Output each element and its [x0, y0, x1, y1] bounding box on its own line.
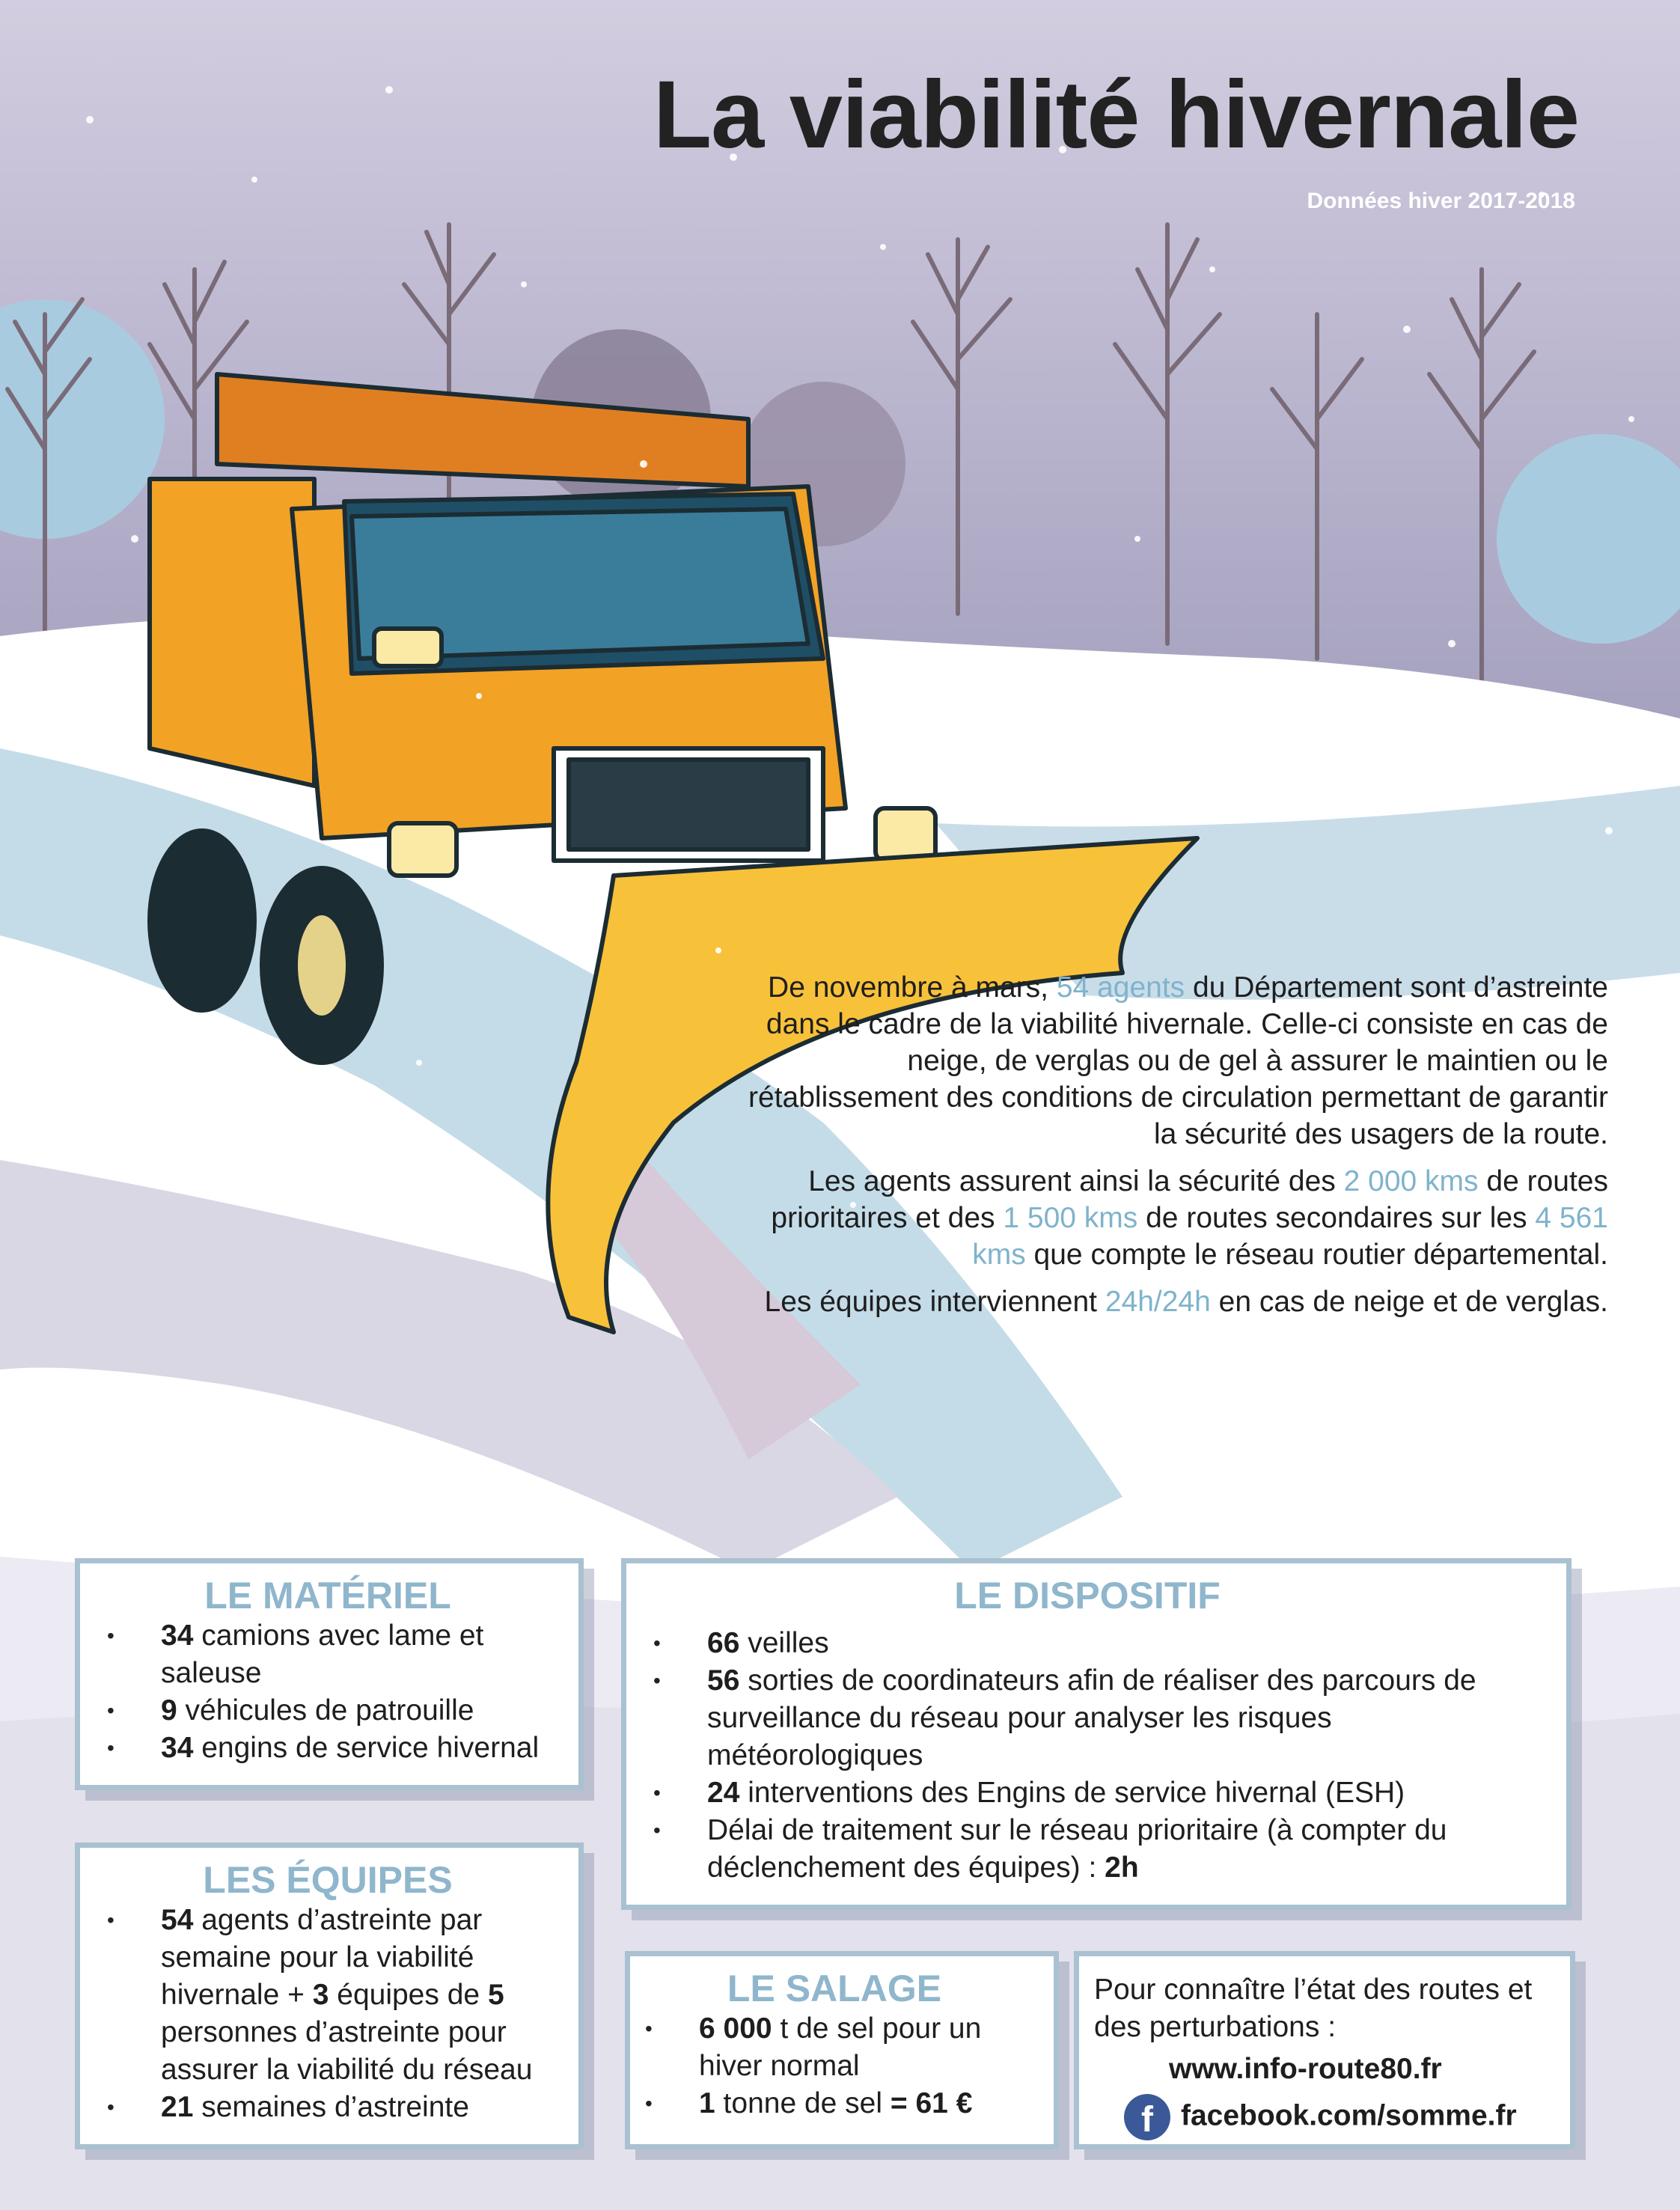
page-title: La viabilité hivernale [653, 61, 1579, 168]
item-number: 21 [161, 2091, 194, 2123]
item-number: 66 [707, 1627, 740, 1659]
intro-paragraph-1 [748, 969, 1608, 1153]
item-number: 56 [707, 1664, 740, 1697]
equipes-title: LES ÉQUIPES [203, 1859, 453, 1901]
item-text: équipes de [329, 1979, 488, 2011]
item-number: 54 [161, 1904, 194, 1936]
contact-text: Pour connaître l’état des routes et des perturbations : [1094, 1974, 1533, 2043]
list-item [92, 1692, 563, 1730]
item-text: véhicules de patrouille [177, 1694, 474, 1727]
intro-text-span: de routes prioritaires et des [771, 1165, 1608, 1234]
item-number: 5 [487, 1979, 504, 2011]
intro-paragraph-2 [748, 1163, 1608, 1273]
materiel-box [75, 1558, 584, 1790]
highlight-total-kms: 4 561 kms [972, 1202, 1608, 1271]
item-text: t de sel pour un hiver normal [699, 2012, 982, 2082]
salage-box [625, 1951, 1059, 2149]
website-link[interactable]: www.info-route80.fr [1169, 2053, 1442, 2085]
item-number: 9 [161, 1694, 177, 1727]
salage-list [630, 2010, 1039, 2122]
list-item [92, 1730, 563, 1767]
page-subtitle: Données hiver 2017-2018 [1307, 189, 1575, 213]
item-text: Délai de traitement sur le réseau prioritaire (à compter du déclenchement des équipes) : [707, 1814, 1447, 1884]
item-text: tonne de sel [715, 2087, 891, 2119]
item-number: 1 [699, 2087, 715, 2119]
item-text: interventions des Engins de service hivernal (ESH) [739, 1777, 1405, 1809]
intro-text-span: en cas de neige et de verglas. [1210, 1286, 1608, 1318]
list-item [638, 1812, 1536, 1887]
highlight-priority-kms: 2 000 kms [1343, 1165, 1479, 1197]
item-text: engins de service hivernal [193, 1732, 540, 1764]
intro-text [748, 969, 1608, 1331]
highlight-agents: 54 agents [1056, 971, 1185, 1004]
equipes-list [92, 1902, 563, 2126]
item-number: 6 000 [699, 2012, 772, 2045]
list-item [92, 1617, 563, 1692]
list-item [630, 2085, 1039, 2122]
facebook-link[interactable] [1124, 2094, 1555, 2140]
item-text: camions avec lame et saleuse [161, 1620, 484, 1689]
intro-text-span: de routes secondaires sur les [1137, 1202, 1536, 1234]
item-text: veilles [739, 1627, 829, 1659]
materiel-title: LE MATÉRIEL [204, 1575, 451, 1617]
item-text: sorties de coordinateurs afin de réaliser des parcours de surveillance du réseau pour analyser les risques météorologiques [707, 1664, 1476, 1771]
intro-text-span: De novembre à mars, [768, 971, 1057, 1004]
item-number: = 61 € [890, 2087, 973, 2119]
intro-text-span: Les équipes interviennent [764, 1286, 1105, 1318]
list-item [638, 1625, 1536, 1662]
intro-text-span: Les agents assurent ainsi la sécurité des [808, 1165, 1344, 1197]
dispositif-list [638, 1625, 1536, 1887]
salage-title: LE SALAGE [727, 1968, 942, 2009]
facebook-label: facebook.com/somme.fr [1181, 2099, 1517, 2132]
item-number: 3 [312, 1979, 329, 2011]
equipes-box [75, 1843, 584, 2149]
contact-box [1074, 1951, 1575, 2149]
list-item [638, 1774, 1536, 1812]
list-item [630, 2010, 1039, 2085]
dispositif-title: LE DISPOSITIF [954, 1575, 1221, 1617]
list-item [638, 1662, 1536, 1774]
intro-text-span: que compte le réseau routier départemental. [1025, 1239, 1608, 1271]
item-number: 2h [1105, 1852, 1139, 1884]
item-number: 34 [161, 1732, 194, 1764]
list-item [92, 1902, 563, 2089]
dispositif-box [621, 1558, 1571, 1910]
item-text: semaines d’astreinte [193, 2091, 469, 2123]
intro-text-span: du Département sont d’astreinte dans le cadre de la viabilité hivernale. Celle-ci consiste en cas de neige, de verglas ou de gel à assurer le maintien ou le rétablissement des conditions de circulation permettant de garantir la sécurité des usagers de la route. [748, 971, 1608, 1150]
highlight-secondary-kms: 1 500 kms [1003, 1202, 1138, 1234]
item-text: personnes d’astreinte pour assurer la viabilité du réseau [161, 2016, 533, 2086]
item-text: agents d’astreinte par semaine pour la viabilité hivernale + [161, 1904, 483, 2011]
intro-paragraph-3 [748, 1283, 1608, 1320]
item-number: 34 [161, 1620, 194, 1652]
materiel-list [92, 1617, 563, 1767]
highlight-24h: 24h/24h [1105, 1286, 1211, 1318]
facebook-icon: f [1124, 2094, 1170, 2140]
item-number: 24 [707, 1777, 740, 1809]
list-item [92, 2089, 563, 2126]
